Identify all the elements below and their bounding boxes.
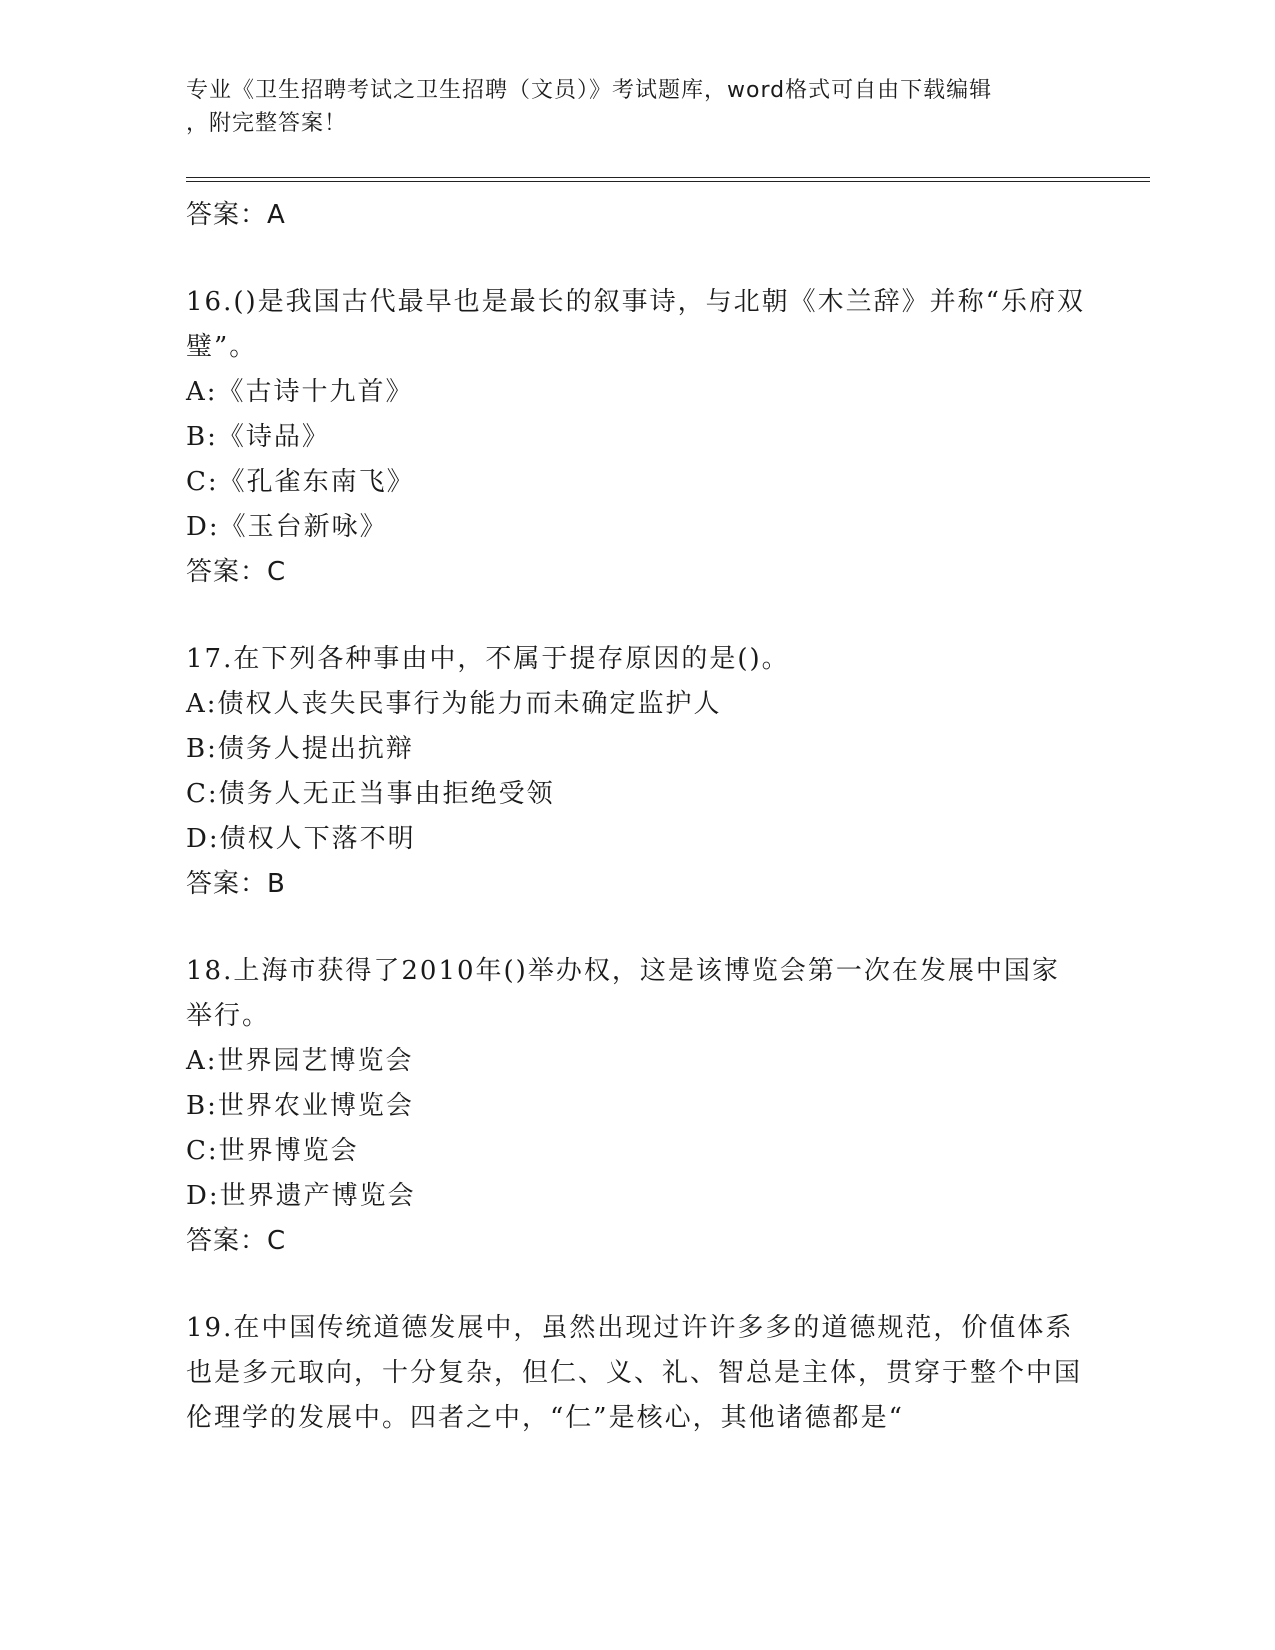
option-b: B:世界农业博览会 — [186, 1091, 414, 1121]
option-d: D:《玉台新咏》 — [186, 512, 388, 542]
question-number: 18. — [186, 956, 234, 986]
option-a: A:世界园艺博览会 — [186, 1046, 414, 1076]
question-stem: ()是我国古代最早也是最长的叙事诗，与北朝《木兰辞》并称“乐府双璧”。 — [186, 287, 1085, 362]
question-text — [186, 280, 1086, 370]
question-number: 19. — [186, 1313, 234, 1343]
option-b: B:《诗品》 — [186, 422, 330, 452]
option-a: A:《古诗十九首》 — [186, 377, 414, 407]
answer: 答案：C — [186, 1226, 287, 1256]
answer: 答案：C — [186, 557, 287, 587]
question-19 — [186, 1306, 1086, 1441]
option-d: D:债权人下落不明 — [186, 824, 416, 854]
question-18 — [186, 949, 1086, 1264]
question-stem: 上海市获得了2010年()举办权，这是该博览会第一次在发展中国家举行。 — [186, 956, 1060, 1031]
header-divider — [186, 177, 1150, 182]
option-a: A:债权人丧失民事行为能力而未确定监护人 — [186, 689, 722, 719]
option-c: C:《孔雀东南飞》 — [186, 467, 415, 497]
option-c: C:债务人无正当事由拒绝受领 — [186, 779, 555, 809]
question-list — [186, 193, 1086, 1441]
header-line-2: ，附完整答案！ — [186, 111, 348, 136]
question-stem: 在中国传统道德发展中，虽然出现过许许多多的道德规范，价值体系也是多元取向，十分复杂，但仁、义、礼、智总是主体，贯穿于整个中国伦理学的发展中。四者之中，“仁”是核心，其他诸德都是“ — [186, 1313, 1083, 1433]
question-16 — [186, 280, 1086, 595]
question-number: 16. — [186, 287, 234, 317]
answer-15: 答案：A — [186, 200, 286, 230]
question-number: 17. — [186, 644, 234, 674]
answer: 答案：B — [186, 869, 286, 899]
option-c: C:世界博览会 — [186, 1136, 359, 1166]
option-b: B:债务人提出抗辩 — [186, 734, 414, 764]
question-17 — [186, 637, 1086, 907]
header-line-1: 专业《卫生招聘考试之卫生招聘（文员）》考试题库，word格式可自由下载编辑 — [186, 78, 993, 103]
question-text — [186, 949, 1086, 1039]
document-header — [186, 74, 1066, 140]
question-stem: 在下列各种事由中，不属于提存原因的是()。 — [233, 644, 790, 674]
question-text — [186, 1306, 1086, 1441]
option-d: D:世界遗产博览会 — [186, 1181, 416, 1211]
question-text — [186, 637, 1086, 682]
